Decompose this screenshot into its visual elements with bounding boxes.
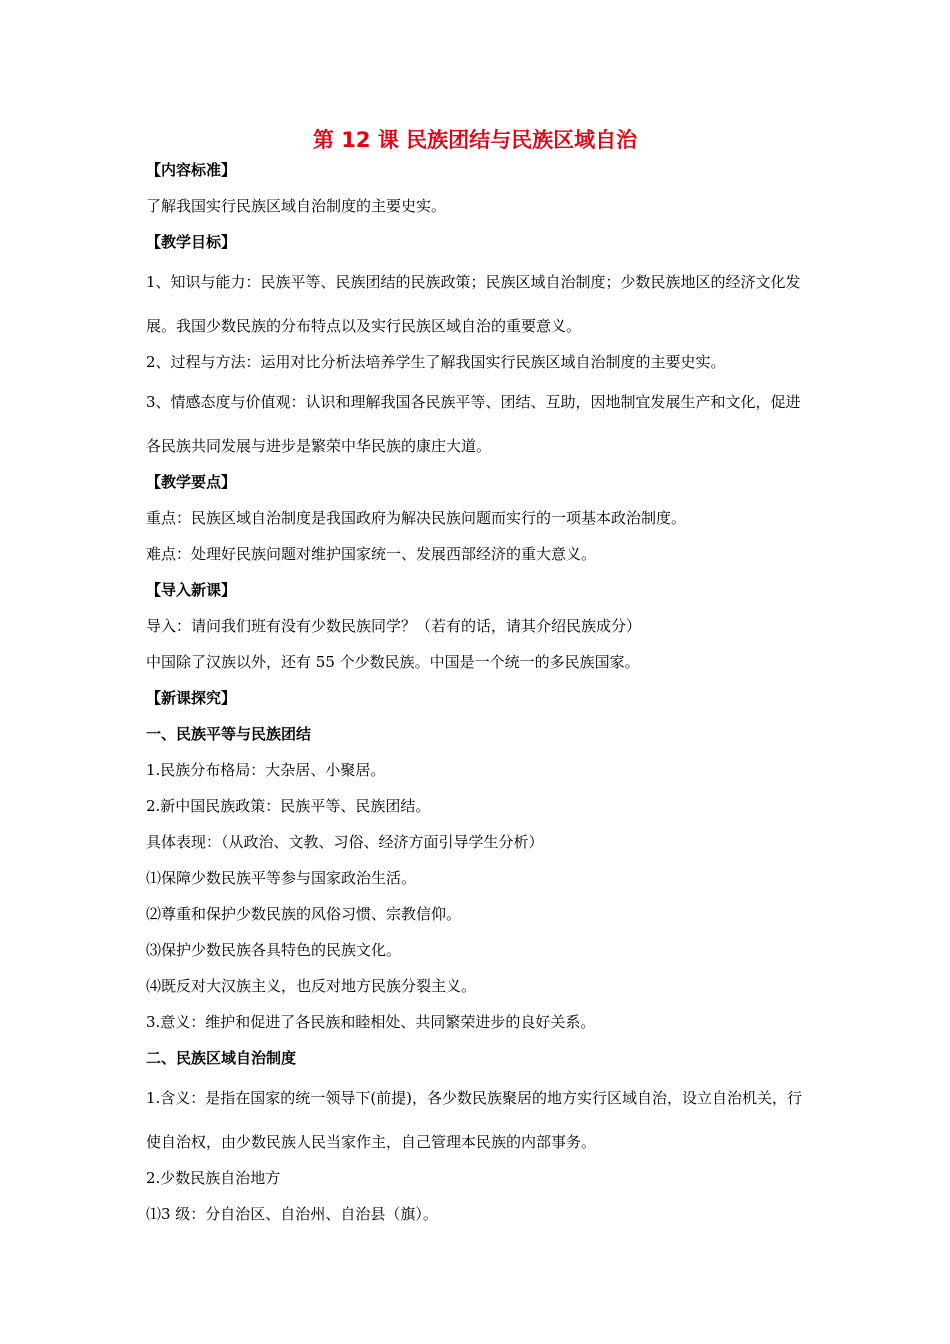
objective-3: 3、情感态度与价值观：认识和理解我国各民族平等、团结、互助，因地制宜发展生产和文化，促进各民族共同发展与进步是繁荣中华民族的康庄大道。 [146,393,801,455]
section-1-item-4: ⑷既反对大汉族主义，也反对地方民族分裂主义。 [146,977,477,995]
section-1-title: 一、民族平等与民族团结 [146,725,312,743]
page-title: 第 12 课 民族团结与民族区域自治 [312,128,638,152]
section-1-point-1: 1.民族分布格局：大杂居、小聚居。 [146,761,386,779]
objective-2: 2、过程与方法：运用对比分析法培养学生了解我国实行民族区域自治制度的主要史实。 [146,353,726,371]
heading-objectives: 【教学目标】 [146,233,237,251]
heading-content-standard: 【内容标准】 [146,161,237,179]
section-1-point-3: 具体表现：（从政治、文教、习俗、经济方面引导学生分析） [146,833,544,851]
intro-question: 导入：请问我们班有没有少数民族同学？（若有的话，请其介绍民族成分） [146,617,642,635]
heading-key-points: 【教学要点】 [146,473,237,491]
section-1-item-1: ⑴保障少数民族平等参与国家政治生活。 [146,869,417,887]
objective-1: 1、知识与能力：民族平等、民族团结的民族政策；民族区域自治制度；少数民族地区的经济文化发展。我国少数民族的分布特点以及实行民族区域自治的重要意义。 [146,273,801,335]
heading-intro: 【导入新课】 [146,581,237,599]
section-1-point-2: 2.新中国民族政策：民族平等、民族团结。 [146,797,431,815]
section-2-point-1: 1.含义：是指在国家的统一领导下(前提)，各少数民族聚居的地方实行区域自治，设立自治机关，行使自治权，由少数民族人民当家作主，自己管理本民族的内部事务。 [146,1089,803,1151]
section-1-item-2: ⑵尊重和保护少数民族的风俗习惯、宗教信仰。 [146,905,462,923]
section-1-point-4: 3.意义：维护和促进了各民族和睦相处、共同繁荣进步的良好关系。 [146,1013,596,1031]
difficulty-text: 难点：处理好民族问题对维护国家统一、发展西部经济的重大意义。 [146,545,597,563]
section-2-title: 二、民族区域自治制度 [146,1049,297,1067]
intro-statement: 中国除了汉族以外，还有 55 个少数民族。中国是一个统一的多民族国家。 [146,653,640,671]
heading-new-lesson: 【新课探究】 [146,689,237,707]
document-body [146,152,810,1232]
section-2-point-2: 2.少数民族自治地方 [146,1169,281,1187]
section-2-item-1: ⑴3 级：分自治区、自治州、自治县（旗）。 [146,1205,438,1223]
key-point-text: 重点：民族区域自治制度是我国政府为解决民族问题而实行的一项基本政治制度。 [146,509,687,527]
section-1-item-3: ⑶保护少数民族各具特色的民族文化。 [146,941,402,959]
content-standard-text: 了解我国实行民族区域自治制度的主要史实。 [146,197,447,215]
